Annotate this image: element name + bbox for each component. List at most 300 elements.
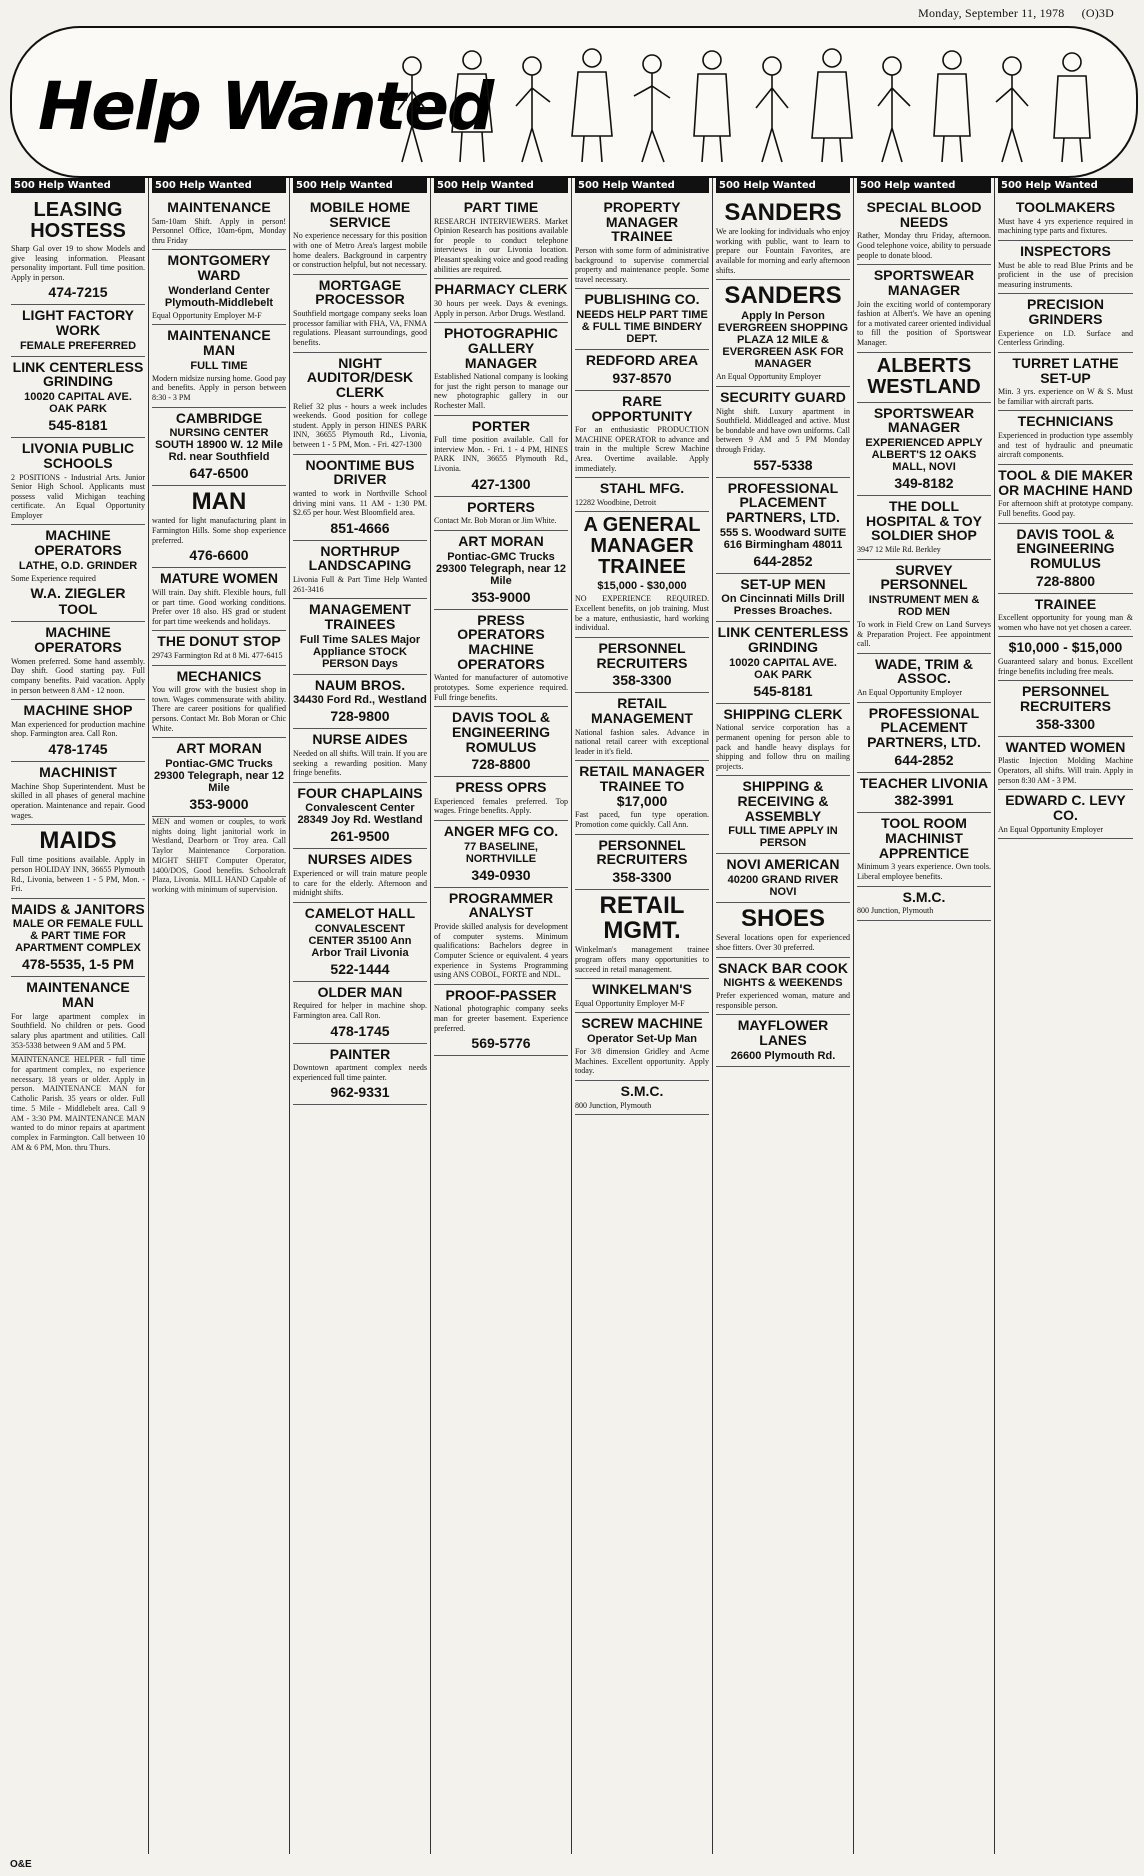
ad-subhead: 555 S. Woodward SUITE 616 Birmingham 48011 xyxy=(719,526,847,551)
ad-headline: PERSONNEL RECRUITERS xyxy=(596,836,688,868)
ad-headline: MAINTENANCE xyxy=(167,199,271,215)
ad-body-text: NO EXPERIENCE REQUIRED. Excellent benefits, on job training. Must be a mature, enthusiastic, hard working individual. xyxy=(575,594,709,633)
ad-phone: 569-5776 xyxy=(471,1035,531,1052)
page-code: (O)3D xyxy=(1081,6,1114,20)
ad-headline: WANTED WOMEN xyxy=(1005,738,1126,755)
ad-body-text: 2 POSITIONS - Industrial Arts. Junior Senior High School. Applicants must possess valid Michigan teaching certificate. An Equal Opportunity Employer xyxy=(11,472,145,520)
workers-illustration xyxy=(372,36,1112,168)
ad-headline: CAMELOT HALL xyxy=(304,904,416,921)
ad-body-text: For an enthusiastic PRODUCTION MACHINE OPERATOR to advance and train in the multiple Screw Machine Area. Overtime available. Apply immediately. xyxy=(575,425,709,473)
column-header: 500 Help Wanted xyxy=(434,178,568,193)
classified-ad xyxy=(575,693,709,761)
ad-headline: PERSONNEL RECRUITERS xyxy=(1019,683,1111,714)
classified-ad xyxy=(11,825,145,899)
ad-headline: RARE OPPORTUNITY xyxy=(591,392,693,424)
classified-ad xyxy=(716,478,850,574)
classified-ad xyxy=(998,737,1133,790)
date: Monday, September 11, 1978 xyxy=(918,6,1065,20)
ad-phone: 644-2852 xyxy=(894,751,954,768)
ad-headline: TECHNICIANS xyxy=(1017,413,1114,430)
classified-column xyxy=(572,178,713,1854)
ad-headline: LIGHT FACTORY WORK xyxy=(22,307,134,339)
ad-body-text: Experienced in production type assembly and test of hydraulic and pneumatic aircraft components. xyxy=(998,431,1133,460)
classified-ad xyxy=(293,353,427,455)
classified-ad xyxy=(293,599,427,674)
page-footer-mark: O&E xyxy=(10,1859,32,1870)
classified-ad xyxy=(434,707,568,777)
classified-ad xyxy=(293,849,427,902)
classified-ad xyxy=(716,622,850,703)
ad-headline: MAINTENANCE MAN xyxy=(26,979,130,1011)
classified-ad xyxy=(575,512,709,637)
ad-body-text: Fast paced, fun type operation. Promotion come quickly. Call Ann. xyxy=(575,810,709,829)
ad-body-text: Sharp Gal over 19 to show Models and give leasing information. Pleasant personality important. Full time position. Apply in person. xyxy=(11,244,145,282)
classified-ad xyxy=(434,531,568,610)
ad-headline: MACHINE OPERATORS xyxy=(34,624,122,656)
classified-ad xyxy=(575,761,709,834)
classified-ad xyxy=(434,497,568,531)
ad-headline: SET-UP MEN xyxy=(740,575,826,592)
ad-headline: PROOF-PASSER xyxy=(445,986,557,1003)
ad-subhead: NURSING CENTER SOUTH 18900 W. 12 Mile Rd. near Southfield xyxy=(155,427,283,464)
ad-headline: FOUR CHAPLAINS xyxy=(297,784,423,801)
ad-body-text: Contact Mr. Bob Moran or Jim White. xyxy=(434,516,557,526)
ad-headline: WADE, TRIM & ASSOC. xyxy=(875,655,973,687)
classified-ad xyxy=(575,197,709,289)
classified-ad xyxy=(293,675,427,730)
ad-headline: SHOES xyxy=(740,905,826,933)
classified-ad xyxy=(998,681,1133,736)
ad-headline: PROGRAMMER ANALYST xyxy=(448,889,554,921)
ad-subhead: Wonderland Center Plymouth-Middlebelt xyxy=(164,284,274,309)
ad-body-text: Must be able to read Blue Prints and be proficient in the use of precision measuring instruments. xyxy=(998,260,1133,289)
ad-headline: $10,000 - $15,000 xyxy=(1008,639,1123,656)
ad-phone: 522-1444 xyxy=(330,960,390,977)
classified-ad xyxy=(11,977,145,1055)
ad-headline: PRECISION GRINDERS xyxy=(1026,296,1104,328)
ad-headline: NOVI AMERICAN xyxy=(726,856,840,873)
classified-ad xyxy=(857,654,991,703)
ad-headline: NIGHT AUDITOR/DESK CLERK xyxy=(306,354,414,400)
ad-headline: MAN xyxy=(191,488,247,516)
ad-headline: CAMBRIDGE xyxy=(175,409,263,426)
ad-phone: 261-9500 xyxy=(330,828,390,845)
ad-headline: SECURITY GUARD xyxy=(720,388,846,405)
classified-ad xyxy=(857,560,991,654)
ad-body-text: 29743 Farmington Rd at 8 Mi. 477-6415 xyxy=(152,651,283,660)
classified-ad xyxy=(716,903,850,957)
ad-headline: MOBILE HOME SERVICE xyxy=(309,199,411,230)
ad-body-text: Will train. Day shift. Flexible hours, full or part time. Good working conditions. Prefer over 18 also. HS grad or student for part time weekends and holidays. xyxy=(152,587,286,626)
ad-body-text: Full time positions available. Apply in person HOLIDAY INN, 36655 Plymouth Rd., Livonia, between 1 - 5 PM, Mon. - Fri. xyxy=(11,855,145,894)
ad-headline: LIVONIA PUBLIC SCHOOLS xyxy=(21,440,135,471)
ad-headline: OLDER MAN xyxy=(317,983,403,1000)
classified-ad xyxy=(11,305,145,356)
classified-ad xyxy=(575,1013,709,1080)
ad-headline: INSPECTORS xyxy=(1020,242,1111,259)
ad-headline: RETAIL MANAGER TRAINEE TO $17,000 xyxy=(579,763,705,809)
classified-ad xyxy=(998,241,1133,294)
ad-headline: NURSE AIDES xyxy=(312,731,408,748)
ad-headline: PROPERTY MANAGER TRAINEE xyxy=(603,199,681,245)
classified-ad xyxy=(998,197,1133,241)
ad-body-text: No experience necessary for this position with one of Metro Area's largest mobile home dealers. Background in carpentry or construction helpful, but not necessary. xyxy=(293,231,427,270)
classified-ad xyxy=(293,982,427,1044)
ad-headline: EDWARD C. LEVY CO. xyxy=(1005,792,1126,823)
classified-ad xyxy=(152,325,286,407)
classified-ad xyxy=(716,280,850,387)
ad-headline: RETAIL MGMT. xyxy=(599,891,685,945)
classified-ad xyxy=(434,323,568,415)
ad-subhead: FULL TIME xyxy=(190,359,248,372)
classified-ad xyxy=(575,478,709,512)
ad-subhead: LATHE, O.D. GRINDER xyxy=(18,559,138,572)
small-print-listings: MAINTENANCE HELPER - full time for apartment complex, no experience necessary. 18 years or older. Apply in person. MAINTENANCE MAN for Catholic Parish. 35 years or older. Full time. 5 Mile - Middlebelt area. Call 9 AM - 3:30 PM. MAINTENANCE MAN wanted to do minor repairs at apartment complex in Farmington. Call between 10 AM & 6 PM, Mon. thru Thurs. xyxy=(11,1055,145,1152)
ad-subhead: CONVALESCENT CENTER 35100 Ann Arbor Trail Livonia xyxy=(308,922,412,959)
classified-ad xyxy=(998,353,1133,412)
ad-body-text: We are looking for individuals who enjoy working with public, want to learn to prepare our Fountain Favorites, are available for morning and early afternoon shifts. xyxy=(716,227,850,275)
classified-ad xyxy=(152,666,286,739)
ad-phone: 427-1300 xyxy=(471,475,531,492)
ad-phone: 382-3991 xyxy=(894,792,954,809)
ad-headline: MAIDS & JANITORS xyxy=(11,900,145,917)
classified-column xyxy=(149,178,290,1854)
ad-headline: MAYFLOWER LANES xyxy=(737,1017,829,1049)
classified-ad xyxy=(575,350,709,391)
classified-ad xyxy=(716,197,850,280)
ad-headline: TOOL ROOM MACHINIST APPRENTICE xyxy=(878,815,970,861)
classified-ad xyxy=(575,835,709,890)
banner-title: Help Wanted xyxy=(38,68,493,145)
classified-ad xyxy=(857,887,991,921)
ad-subhead: 10020 CAPITAL AVE. OAK PARK xyxy=(729,656,837,681)
classified-ad xyxy=(152,486,286,568)
ad-subhead: 40200 GRAND RIVER NOVI xyxy=(727,874,839,899)
ad-body-text: Experience on I.D. Surface and Centerless Grinding. xyxy=(998,328,1133,348)
classified-ad xyxy=(716,704,850,777)
ad-headline: DAVIS TOOL & ENGINEERING ROMULUS xyxy=(1016,525,1115,571)
ad-headline: LINK CENTERLESS GRINDING xyxy=(717,624,849,656)
ad-body-text: Established National company is looking for just the right person to manage our new photographic gallery in our Rochester Mall. xyxy=(434,372,568,410)
ad-headline: PHARMACY CLERK xyxy=(434,281,568,298)
classified-ad xyxy=(716,574,850,623)
classified-ad xyxy=(11,525,145,622)
ad-body-text: Winkelman's management trainee program offers many opportunities to succeed in retail management. xyxy=(575,945,709,974)
classified-ad xyxy=(575,890,709,979)
ad-phone: 728-8800 xyxy=(471,756,531,773)
ad-headline: TOOL & DIE MAKER OR MACHINE HAND xyxy=(998,466,1133,498)
classified-ad xyxy=(434,197,568,279)
ad-phone: 476-6600 xyxy=(189,547,249,564)
classified-column xyxy=(854,178,995,1854)
ad-subhead: 10020 CAPITAL AVE. OAK PARK xyxy=(24,391,132,416)
classified-ad xyxy=(293,197,427,275)
ad-headline: PAINTER xyxy=(329,1045,391,1062)
classified-ad xyxy=(998,790,1133,839)
ad-headline: MONTGOMERY WARD xyxy=(167,252,271,284)
ad-headline: MANAGEMENT TRAINEES xyxy=(309,601,411,632)
ad-body-text: Excellent opportunity for young man & women who have not yet chosen a career. xyxy=(998,613,1133,632)
ad-body-text: Relief 32 plus - hours a week includes weekends. Good position for college student. Apply in person HINES PARK INN, 36655 Plymouth Rd., Livonia, between 1 - 5 PM, Mon. - Fri. 427-1300 xyxy=(293,401,427,449)
ad-phone: 478-5535, 1-5 PM xyxy=(21,956,135,973)
classified-ad xyxy=(11,357,145,438)
ad-phone: 358-3300 xyxy=(612,672,672,689)
ad-body-text: Full time position available. Call for interview Mon. - Fri. 1 - 4 PM, HINES PARK INN, 36655 Plymouth Rd., Livonia. xyxy=(434,435,568,474)
ad-headline: STAHL MFG. xyxy=(599,480,685,497)
ad-headline: NORTHRUP LANDSCAPING xyxy=(308,542,412,574)
classified-ad xyxy=(434,279,568,323)
ad-headline: SPORTSWEAR MANAGER xyxy=(873,404,975,436)
ad-subhead: Pontiac-GMC Trucks 29300 Telegraph, near 12 Mile xyxy=(435,550,567,587)
ad-body-text: Wanted for manufacturer of automotive prototypes. Some experience required. Full fringe benefits. xyxy=(434,673,568,702)
ad-headline: SCREW MACHINE xyxy=(581,1015,703,1032)
ad-body-text: National fashion sales. Advance in national retail career with exceptional leader in it's field. xyxy=(575,727,709,756)
ad-body-text: An Equal Opportunity Employer xyxy=(998,824,1104,834)
ad-headline: S.M.C. xyxy=(902,888,946,905)
ad-phone: 474-7215 xyxy=(48,284,108,301)
classified-ad xyxy=(998,594,1133,638)
ad-subhead: Pontiac-GMC Trucks 29300 Telegraph, near 12 Mile xyxy=(153,757,285,794)
classified-ad xyxy=(575,979,709,1013)
classified-ad xyxy=(998,294,1133,353)
classified-ad xyxy=(293,275,427,353)
classified-ad xyxy=(434,821,568,888)
ad-body-text: Several locations open for experienced shoe fitters. Over 30 preferred. xyxy=(716,933,850,952)
ad-body-text: You will grow with the busiest shop in town. Wages commensurate with ability. There are career positions for qualified persons. Contact Mr. Bob Moran or Chic White. xyxy=(152,685,286,733)
ad-body-text: 3947 12 Mile Rd. Berkley xyxy=(857,544,941,554)
ad-body-text: wanted to work in Northville School driving mini vans. 11 AM - 1:30 PM. $2.65 per hour. West Bloomfield area. xyxy=(293,488,427,518)
ad-headline: SPORTSWEAR MANAGER xyxy=(873,267,975,298)
classified-ad xyxy=(11,622,145,700)
ad-subhead: Full Time SALES Major Appliance STOCK PERSON Days xyxy=(299,633,421,670)
ad-headline: WINKELMAN'S xyxy=(592,981,692,998)
classified-ad xyxy=(434,777,568,821)
ad-body-text: Livonia Full & Part Time Help Wanted 261-3416 xyxy=(293,575,427,594)
ad-headline: PROFESSIONAL PLACEMENT PARTNERS, LTD. xyxy=(867,704,981,751)
ad-subhead: NEEDS HELP PART TIME & FULL TIME BINDERY DEPT. xyxy=(576,309,708,346)
classified-ad xyxy=(293,541,427,600)
classified-ad xyxy=(11,197,145,305)
ad-body-text: Night shift. Luxury apartment in Southfield. Middleaged and active. Must be bondable and have own uniforms. Call between 9 AM and 5 PM Monday through Friday. xyxy=(716,406,850,454)
ad-body-text: National photographic company seeks man for greeter basement. Experience preferred. xyxy=(434,1004,568,1033)
column-header: 500 Help Wanted xyxy=(293,178,427,193)
ad-body-text: Equal Opportunity Employer M-F xyxy=(152,310,262,320)
classified-ad xyxy=(857,353,991,403)
ad-subhead: MALE OR FEMALE FULL & PART TIME FOR APARTMENT COMPLEX xyxy=(12,918,144,955)
ad-body-text: Min. 3 yrs. experience on W & S. Must be familiar with aircraft parts. xyxy=(998,387,1133,406)
classified-column xyxy=(290,178,431,1854)
ad-headline: MATURE WOMEN xyxy=(160,570,278,587)
ad-body-text: For 3/8 dimension Gridley and Acme Machines. Excellent opportunity. Apply today. xyxy=(575,1047,709,1076)
ad-body-text: Equal Opportunity Employer M-F xyxy=(575,998,685,1008)
classified-ad xyxy=(152,568,286,631)
ad-headline: MAIDS xyxy=(39,827,117,855)
ad-phone: 478-1745 xyxy=(330,1022,390,1039)
ad-body-text: 800 Junction, Plymouth xyxy=(857,906,934,916)
ad-headline: S.M.C. xyxy=(620,1082,664,1099)
ad-body-text: Downtown apartment complex needs experienced full time painter. xyxy=(293,1063,427,1082)
ad-phone: 349-0930 xyxy=(471,866,531,883)
classified-ad xyxy=(434,985,568,1056)
ad-headline: SNACK BAR COOK xyxy=(718,959,848,976)
ad-body-text: Provide skilled analysis for development of computer systems. Minimum qualifications: Bachelors degree in Computer Science or equivalent. 4 years experience in Systems Programming using ANS COBOL, FORTE and NDL. xyxy=(434,922,568,980)
classified-ad xyxy=(11,762,145,825)
classified-ad xyxy=(152,250,286,325)
ad-body-text: Rather, Monday thru Friday, afternoon. Good telephone voice, ability to persuade people to donate blood. xyxy=(857,231,991,260)
ad-headline: PERSONNEL RECRUITERS xyxy=(596,639,688,671)
ad-headline: A GENERAL MANAGER TRAINEE xyxy=(583,514,701,579)
ad-phone: 962-9331 xyxy=(330,1084,390,1101)
classified-ad xyxy=(11,700,145,762)
classified-ad xyxy=(998,637,1133,681)
ad-phone: 353-9000 xyxy=(471,588,531,605)
ad-headline: THE DOLL HOSPITAL & TOY SOLDIER SHOP xyxy=(866,497,982,544)
ad-body-text: 30 hours per week. Days & evenings. Apply in person. Arbor Drugs. Westland. xyxy=(434,298,568,318)
classified-ad xyxy=(998,524,1133,594)
ad-headline: REDFORD AREA xyxy=(585,352,699,369)
ad-phone: 478-1745 xyxy=(48,741,108,758)
ad-body-text: Prefer experienced woman, mature and responsible person. xyxy=(716,991,850,1010)
ad-phone: 851-4666 xyxy=(330,519,390,536)
classified-ad xyxy=(293,729,427,782)
ad-body-text: Plastic Injection Molding Machine Operators, all shifts. Will train. Apply in person 8:30 AM - 3 PM. xyxy=(998,756,1133,785)
ad-body-text: 12282 Woodbine, Detroit xyxy=(575,497,657,507)
classified-ad xyxy=(152,631,286,665)
ad-headline: ANGER MFG CO. xyxy=(443,823,559,840)
ad-phone: 349-8182 xyxy=(894,474,954,491)
classified-column xyxy=(431,178,572,1854)
ad-subhead: $15,000 - $30,000 xyxy=(597,580,687,593)
ad-body-text: To work in Field Crew on Land Surveys & Preparation Project. Fee appointment call. xyxy=(857,619,991,649)
ad-body-text: RESEARCH INTERVIEWERS. Market Opinion Research has positions available for people to conduct telephone interviews in our Livonia location. Pleasant speaking voice and good reading abilities are required. xyxy=(434,216,568,274)
ad-headline: TRAINEE xyxy=(1034,595,1097,612)
ad-subhead: Apply In Person EVERGREEN SHOPPING PLAZA 12 MILE & EVERGREEN ASK FOR MANAGER xyxy=(717,310,849,371)
ad-body-text: Guaranteed salary and bonus. Excellent fringe benefits including free meals. xyxy=(998,657,1133,676)
ad-subhead: On Cincinnati Mills Drill Presses Broaches. xyxy=(721,593,845,618)
column-header: 500 Help Wanted xyxy=(152,178,286,193)
ad-phone: W.A. ZIEGLER TOOL xyxy=(30,585,126,618)
classified-columns xyxy=(8,178,1136,1854)
ad-headline: LEASING HOSTESS xyxy=(30,199,126,242)
ad-body-text: Needed on all shifts. Will train. If you are seeking a rewarding position. Many fringe benefits. xyxy=(293,749,427,778)
ad-subhead: 34430 Ford Rd., Westland xyxy=(293,694,427,707)
ad-headline: PART TIME xyxy=(463,199,539,215)
ad-headline: MACHINIST xyxy=(39,764,117,781)
classified-ad xyxy=(575,638,709,693)
ad-headline: SURVEY PERSONNEL xyxy=(880,561,968,593)
classified-ad xyxy=(716,854,850,903)
classified-ad xyxy=(575,1081,709,1115)
classified-ad xyxy=(857,265,991,352)
ad-body-text: 5am-10am Shift. Apply in person! Personnel Office, 10am-6pm, Monday thru Friday xyxy=(152,216,286,245)
ad-headline: TEACHER LIVONIA xyxy=(859,774,989,791)
ad-headline: MAINTENANCE MAN xyxy=(167,327,271,359)
classified-ad xyxy=(998,465,1133,524)
ad-headline: THE DONUT STOP xyxy=(157,633,281,650)
ad-subhead: 77 BASELINE, NORTHVILLE xyxy=(464,840,538,865)
ad-phone: 644-2852 xyxy=(753,552,813,569)
ad-body-text: An Equal Opportunity Employer xyxy=(857,688,963,698)
ad-phone: 545-8181 xyxy=(753,682,813,699)
classified-ad xyxy=(575,391,709,478)
ad-headline: MACHINE OPERATORS xyxy=(34,527,122,559)
ad-subhead: 26600 Plymouth Rd. xyxy=(730,1049,836,1062)
classified-column xyxy=(995,178,1136,1854)
classified-ad xyxy=(11,899,145,978)
ad-body-text: Women preferred. Some hand assembly. Day shift. Good starting pay. Full company benefits. Paid vacation. Apply in person between 8 AM - 12 noon. xyxy=(11,656,145,695)
ad-headline: TOOLMAKERS xyxy=(1015,199,1116,215)
classified-ad xyxy=(575,289,709,350)
ad-headline: SANDERS xyxy=(724,282,842,310)
classified-ad xyxy=(716,776,850,854)
ad-body-text: Join the exciting world of contemporary fashion at Albert's. We have an opening for a motivated career oriented individual to fill the position of Sportswear Manager. xyxy=(857,299,991,347)
ad-headline: MORTGAGE PROCESSOR xyxy=(315,276,405,308)
help-wanted-banner xyxy=(10,26,1138,178)
ad-subhead: FEMALE PREFERRED xyxy=(19,339,137,352)
ad-headline: SPECIAL BLOOD NEEDS xyxy=(866,199,982,230)
ad-body-text: Minimum 3 years experience. Own tools. Liberal employee benefits. xyxy=(857,862,991,882)
ad-headline: PHOTOGRAPHIC GALLERY MANAGER xyxy=(443,325,559,371)
dateline xyxy=(904,6,1114,21)
ad-body-text: An Equal Opportunity Employer xyxy=(716,372,822,382)
ad-headline: PRESS OPRS xyxy=(455,779,547,796)
classified-ad xyxy=(434,888,568,985)
ad-headline: PORTERS xyxy=(467,498,535,515)
ad-headline: ART MORAN xyxy=(176,740,262,757)
ad-headline: MECHANICS xyxy=(176,667,262,684)
ad-subhead: Operator Set-Up Man xyxy=(586,1033,697,1046)
ad-phone: 647-6500 xyxy=(189,465,249,482)
ad-phone: 353-9000 xyxy=(189,795,249,812)
small-print-listings: MEN and women or couples, to work nights doing light janitorial work in Westland, Dearborn or Troy area. Call Taylor Maintenance Corporation. MIGHT SHIFT Computer Operator, 1400/DOS, Good benefits. Schoolcraft Plaza, Livonia. MILL HAND Capable of working with minimum of supervision. xyxy=(152,816,286,895)
classified-ad xyxy=(716,958,850,1016)
ad-headline: PORTER xyxy=(471,417,531,434)
column-header: 500 Help Wanted xyxy=(998,178,1133,193)
classified-ad xyxy=(434,416,568,497)
ad-phone: 358-3300 xyxy=(1035,715,1096,732)
classified-ad xyxy=(857,773,991,814)
classified-ad xyxy=(293,1044,427,1106)
classified-ad xyxy=(293,455,427,541)
ad-phone: 728-8800 xyxy=(1035,572,1096,589)
ad-headline: RETAIL MANAGEMENT xyxy=(591,695,693,726)
ad-body-text: National service corporation has a permanent opening for person able to pack and handle heavy displays for shipping and follow thru on mailing projects. xyxy=(716,723,850,771)
ad-headline: ART MORAN xyxy=(458,532,544,549)
column-header: 500 Help Wanted xyxy=(575,178,709,193)
classified-ad xyxy=(434,610,568,708)
classified-ad xyxy=(998,411,1133,464)
ad-subhead: INSTRUMENT MEN & ROD MEN xyxy=(868,593,980,618)
ad-subhead: Convalescent Center 28349 Joy Rd. Westland xyxy=(297,802,423,827)
ad-headline: TURRET LATHE SET-UP xyxy=(1012,354,1119,386)
ad-body-text: wanted for light manufacturing plant in Farmington Hills. Some shop experience preferred. xyxy=(152,516,286,545)
classified-ad xyxy=(716,387,850,478)
ad-body-text: 800 Junction, Plymouth xyxy=(575,1100,652,1110)
classified-column xyxy=(713,178,854,1854)
ad-headline: NURSES AIDES xyxy=(307,851,413,868)
classified-ad xyxy=(293,903,427,982)
classified-ad xyxy=(152,738,286,817)
classified-ad xyxy=(857,197,991,265)
ad-body-text: Southfield mortgage company seeks loan processor familiar with FHA, VA, FNMA regulations. Pleasant surroundings, good benefits. xyxy=(293,309,427,347)
ad-phone: 545-8181 xyxy=(48,417,108,434)
ad-headline: PROFESSIONAL PLACEMENT PARTNERS, LTD. xyxy=(726,479,840,525)
classified-ad xyxy=(293,783,427,850)
ad-headline: PUBLISHING CO. xyxy=(584,291,700,308)
classified-ad xyxy=(857,403,991,496)
ad-body-text: Person with some form of administrative background to supervise commercial property and maintenance people. Some travel necessary. xyxy=(575,246,709,284)
ad-headline: LINK CENTERLESS GRINDING xyxy=(12,358,144,390)
